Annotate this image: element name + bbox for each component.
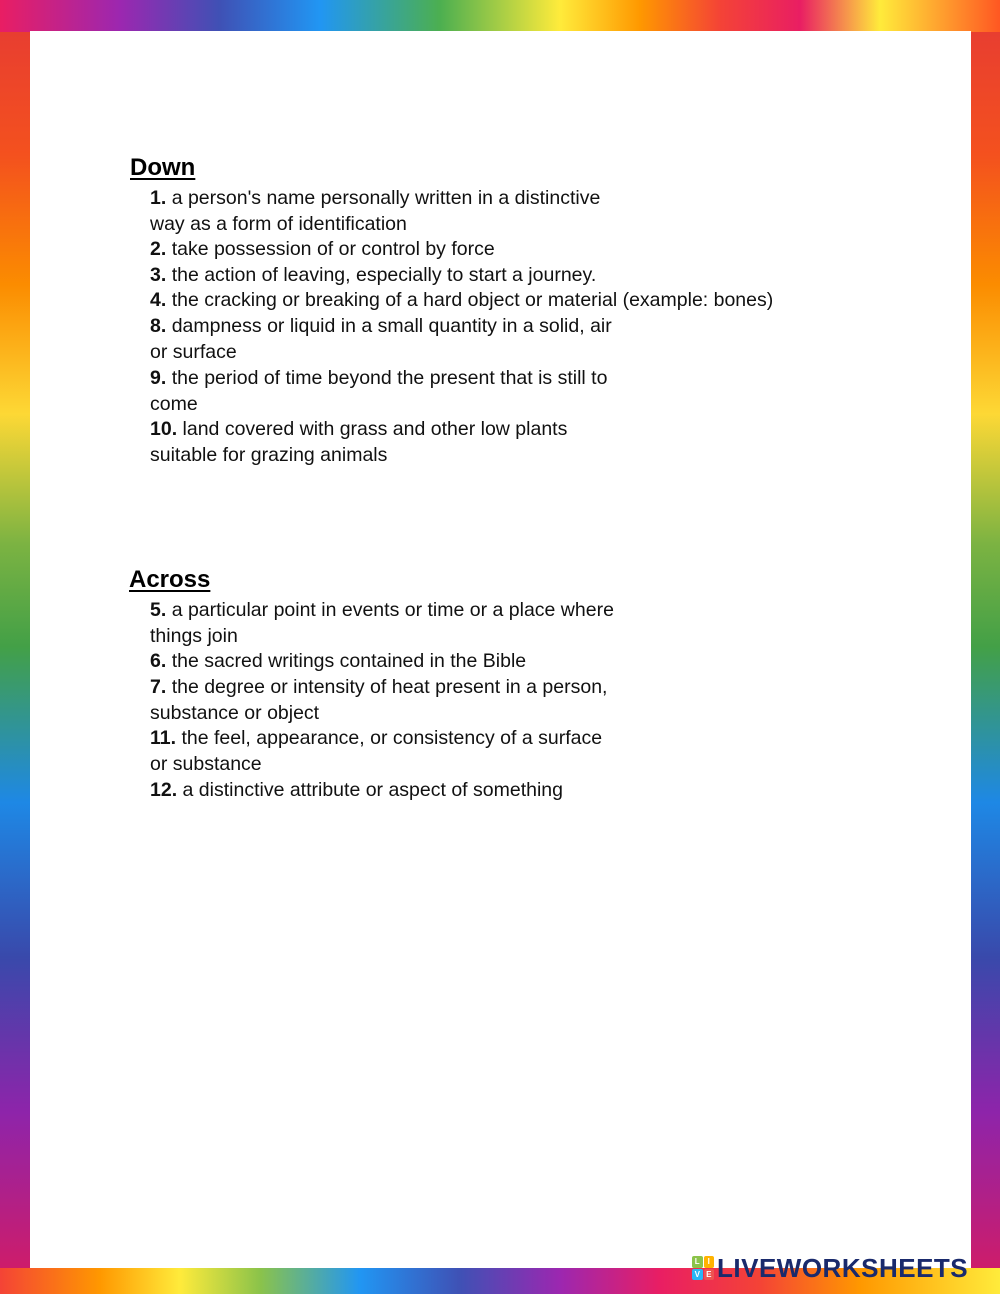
liveworksheets-logo xyxy=(692,1253,992,1283)
clue-down-4: 4. the cracking or breaking of a hard object or material (example: bones) xyxy=(150,289,774,311)
down-heading: Down xyxy=(130,154,196,181)
across-heading: Across xyxy=(129,566,211,593)
logo-letter-e: E xyxy=(704,1269,715,1281)
clue-across-6: 6. the sacred writings contained in the Bible xyxy=(150,650,527,672)
clue-across-7: 7. the degree or intensity of heat present in a person, substance or object xyxy=(150,676,608,724)
logo-text: LIVEWORKSHEETS xyxy=(717,1252,969,1283)
logo-letter-i: I xyxy=(704,1256,715,1268)
live-logo-icon xyxy=(692,1256,714,1280)
clue-down-1: 1. a person's name personally written in a distinctive way as a form of identification xyxy=(150,187,601,235)
clue-across-5: 5. a particular point in events or time or a place where things join xyxy=(150,599,614,647)
logo-letter-v: V xyxy=(692,1269,703,1281)
clue-down-3: 3. the action of leaving, especially to start a journey. xyxy=(150,264,597,286)
logo-letter-l: L xyxy=(692,1256,703,1268)
clue-across-12: 12. a distinctive attribute or aspect of something xyxy=(150,779,563,801)
clue-down-2: 2. take possession of or control by force xyxy=(150,238,495,260)
clue-down-10: 10. land covered with grass and other low plants suitable for grazing animals xyxy=(150,418,568,466)
clue-down-9: 9. the period of time beyond the present that is still to come xyxy=(150,367,608,415)
clue-across-11: 11. the feel, appearance, or consistency of a surface or substance xyxy=(150,727,603,775)
clue-down-8: 8. dampness or liquid in a small quantity in a solid, air or surface xyxy=(150,315,612,363)
rainbow-border-top xyxy=(0,0,1000,32)
